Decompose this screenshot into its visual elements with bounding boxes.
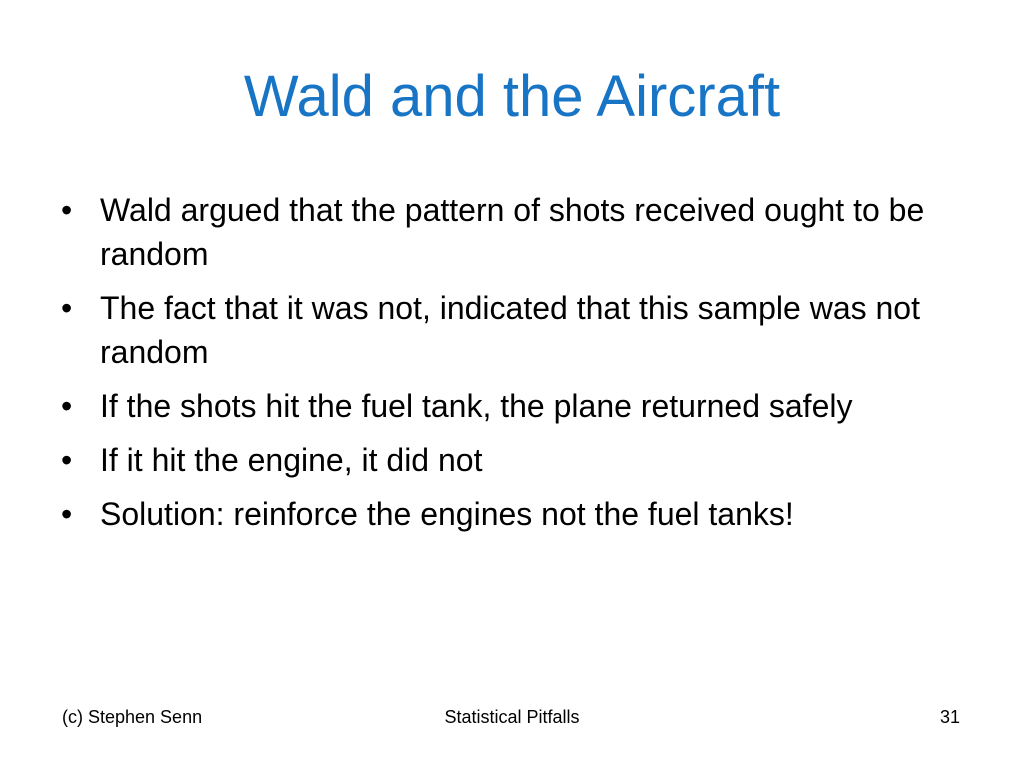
footer-slide-number: 31 [939, 707, 960, 727]
bullet-item [56, 492, 996, 536]
bullet-text: The fact that it was not, indicated that this sample was not random [100, 290, 920, 370]
slide-title: Wald and the Aircraft [243, 64, 781, 129]
bullet-item [56, 438, 996, 482]
bullet-icon: • [61, 388, 73, 424]
bullet-text: If it hit the engine, it did not [100, 442, 483, 478]
bullet-list [56, 188, 996, 546]
footer-presentation-title: Statistical Pitfalls [444, 707, 580, 727]
bullet-icon: • [61, 290, 73, 326]
bullet-text: If the shots hit the fuel tank, the plane returned safely [100, 388, 853, 424]
bullet-item [56, 286, 996, 374]
bullet-item [56, 188, 996, 276]
bullet-icon: • [61, 442, 73, 478]
footer-author: (c) Stephen Senn [62, 707, 203, 727]
bullet-text: Wald argued that the pattern of shots received ought to be random [100, 192, 925, 272]
bullet-text: Solution: reinforce the engines not the fuel tanks! [100, 496, 794, 532]
bullet-item [56, 384, 996, 428]
bullet-icon: • [61, 192, 73, 228]
bullet-icon: • [61, 496, 73, 532]
